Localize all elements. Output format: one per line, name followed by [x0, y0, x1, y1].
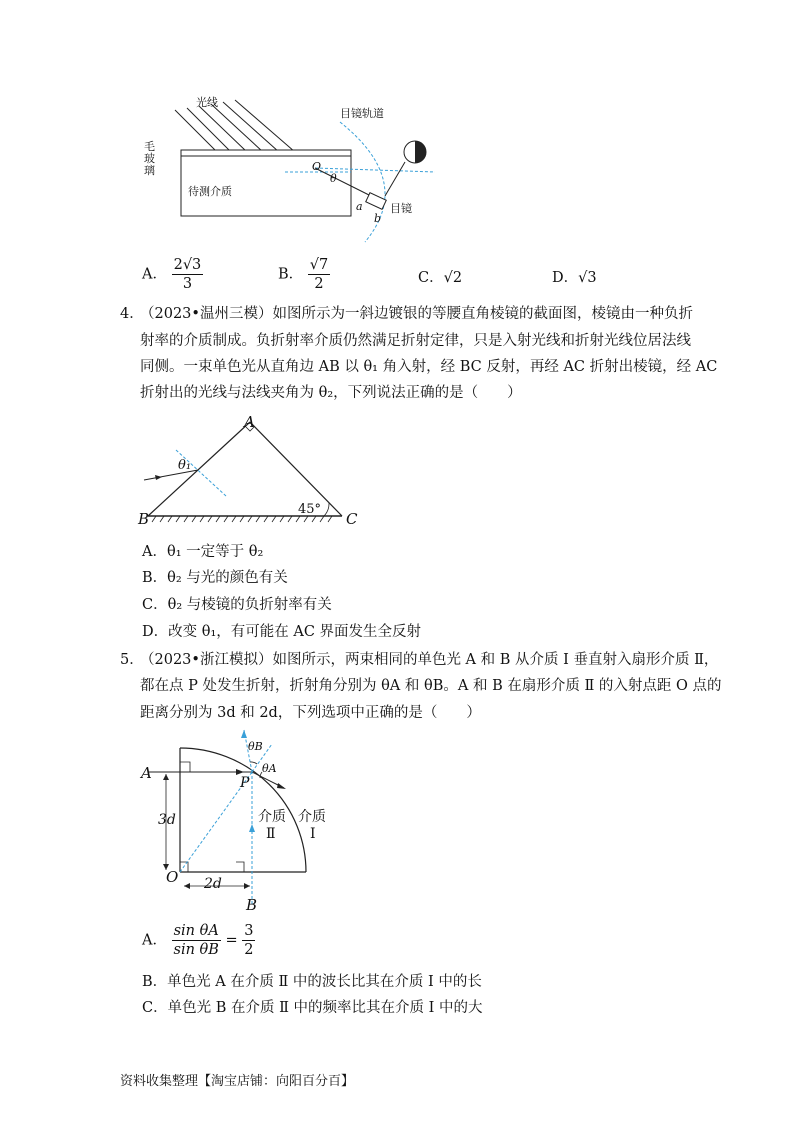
q4-line-2: 射率的介质制成。负折射率介质仍然满足折射定律，只是入射光线和折射光线位居法线	[140, 333, 691, 349]
q4-option-b[interactable]: B．θ₂ 与光的颜色有关	[142, 570, 288, 586]
q5-label-a: A	[141, 764, 152, 782]
q5-medium2-line2: Ⅱ	[266, 826, 276, 842]
q5-option-a[interactable]: A． $\frac{\text{sin θA}}{\text{sin θB}}$ = $\frac{3}{2}$	[142, 923, 254, 958]
q3-figure	[135, 92, 455, 252]
q4-option-c[interactable]: C．θ₂ 与棱镜的负折射率有关	[142, 597, 332, 613]
q4-label-theta: θ₁	[178, 458, 192, 473]
q4-number: 4．	[120, 306, 144, 322]
q4-label-a: A	[244, 413, 255, 431]
footer-note: 资料收集整理【淘宝店铺：向阳百分百】	[120, 1074, 355, 1089]
q4-label-angle: 45°	[298, 502, 322, 517]
q5-number: 5．	[120, 652, 144, 668]
q5-label-p: P	[240, 775, 250, 791]
q3-light-label: 光线	[196, 96, 218, 109]
q3-glass-label-1: 毛	[144, 140, 155, 153]
q3-medium-label: 待测介质	[188, 185, 232, 198]
q3-glass-label-2: 玻	[144, 152, 155, 165]
q5-label-theta-b: θB	[248, 740, 263, 753]
q5-label-theta-a: θA	[262, 762, 277, 775]
q4-option-d[interactable]: D．改变 θ₁，有可能在 AC 界面发生全反射	[142, 624, 422, 640]
q3-eyepiece-label: 目镜	[390, 202, 412, 215]
q3-point-a: a	[356, 200, 363, 213]
q4-line-3: 同侧。一束单色光从直角边 AB 以 θ₁ 角入射，经 BC 反射，再经 AC 折射出棱镜，经 AC	[140, 359, 718, 375]
q3-track-label: 目镜轨道	[340, 107, 384, 120]
q5-label-o: O	[166, 868, 179, 886]
q5-label-2d: 2d	[204, 876, 222, 892]
q3-angle-label: θ	[330, 172, 337, 185]
q5-line-1: （2023•浙江模拟）如图所示，两束相同的单色光 A 和 B 从介质 Ⅰ 垂直射入扇形介质 Ⅱ，	[140, 652, 719, 668]
q5-medium1-line1: 介质	[298, 809, 326, 825]
q5-line-2: 都在点 P 处发生折射，折射角分别为 θA 和 θB。A 和 B 在扇形介质 Ⅱ 的入射点距 O 点的	[140, 678, 722, 694]
q3-point-o: O	[312, 160, 322, 173]
q5-option-b[interactable]: B．单色光 A 在介质 Ⅱ 中的波长比其在介质 Ⅰ 中的长	[142, 974, 482, 990]
q4-line-4: 折射出的光线与法线夹角为 θ₂，下列说法正确的是（ ）	[140, 385, 522, 401]
q3-option-d[interactable]: D．√3	[552, 270, 597, 286]
q5-medium2-line1: 介质	[258, 809, 286, 825]
q5-label-b: B	[246, 896, 258, 914]
q4-option-a[interactable]: A．θ₁ 一定等于 θ₂	[142, 544, 264, 560]
q4-line-1: （2023•温州三模）如图所示为一斜边镀银的等腰直角棱镜的截面图，棱镜由一种负折	[140, 306, 693, 322]
q5-label-3d: 3d	[158, 812, 176, 828]
q3-glass-label-3: 璃	[144, 164, 155, 177]
q3-option-c[interactable]: C．√2	[418, 270, 463, 286]
q3-option-a[interactable]: A． $\frac{2√3}{3}$	[142, 257, 202, 292]
q5-line-3: 距离分别为 3d 和 2d，下列选项中正确的是（ ）	[140, 705, 481, 721]
q3-point-b: b	[374, 212, 382, 225]
q4-label-c: C	[346, 510, 358, 528]
q4-label-b: B	[138, 510, 150, 528]
q3-option-b[interactable]: B． $\frac{√7}{2}$	[278, 257, 329, 292]
q5-option-c[interactable]: C．单色光 B 在介质 Ⅱ 中的频率比其在介质 Ⅰ 中的大	[142, 1000, 483, 1016]
q5-medium1-line2: Ⅰ	[310, 826, 316, 842]
